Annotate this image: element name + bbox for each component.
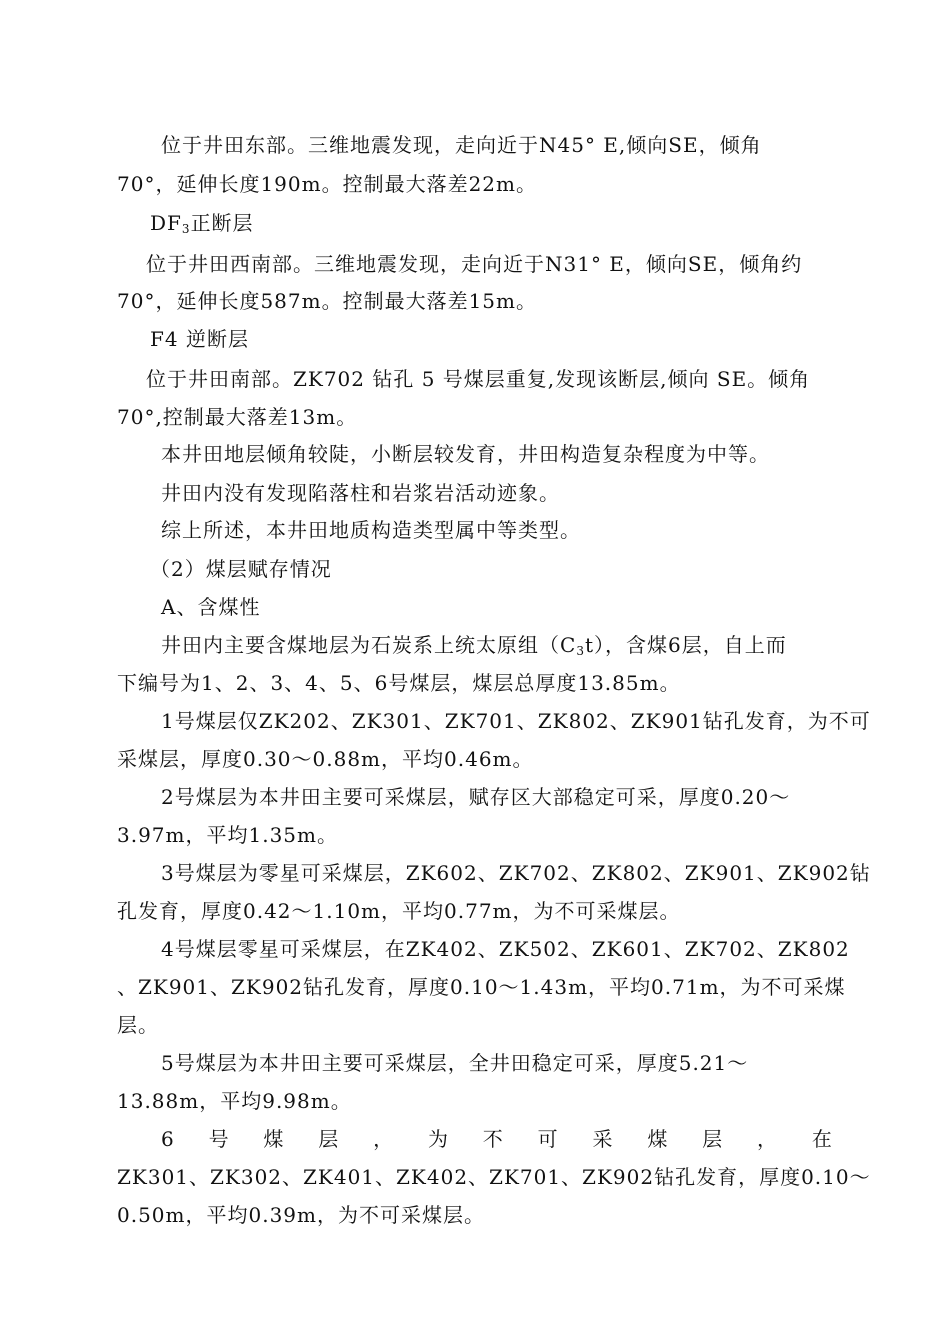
paragraph-line-justified: 6 号 煤 层 ， 为 不 可 采 煤 层 ， 在 [161, 1127, 833, 1151]
paragraph-line: 位于井田西南部。三维地震发现，走向近于N31° E，倾向SE，倾角约 [146, 252, 803, 276]
paragraph-line: 本井田地层倾角较陡，小断层较发育，井田构造复杂程度为中等。 [161, 442, 770, 466]
paragraph-line: 位于井田南部。ZK702 钻孔 5 号煤层重复,发现该断层,倾向 SE。倾角 [146, 367, 811, 391]
paragraph-line: 0.50m，平均0.39m，为不可采煤层。 [117, 1203, 485, 1227]
paragraph-line: 下编号为1、2、3、4、5、6号煤层，煤层总厚度13.85m。 [117, 671, 681, 695]
paragraph-line: 井田内没有发现陷落柱和岩浆岩活动迹象。 [161, 481, 560, 505]
paragraph-line: 3.97m，平均1.35m。 [117, 823, 338, 847]
paragraph-line: 3号煤层为零星可采煤层，ZK602、ZK702、ZK802、ZK901、ZK902钻 [161, 861, 871, 885]
paragraph-line: 70°，延伸长度587m。控制最大落差15m。 [117, 289, 538, 313]
paragraph-line: 70°，延伸长度190m。控制最大落差22m。 [117, 172, 538, 196]
section-heading: （2）煤层赋存情况 [150, 557, 332, 581]
paragraph-line: 井田内主要含煤地层为石炭系上统太原组$(C_3t)$，含煤6层，自上而 [161, 633, 787, 658]
paragraph-line: 13.88m，平均9.98m。 [117, 1089, 352, 1113]
paragraph-line: ZK301、ZK302、ZK401、ZK402、ZK701、ZK902钻孔发育，厚度0.10～ [117, 1165, 871, 1189]
paragraph-line: 综上所述，本井田地质构造类型属中等类型。 [161, 518, 581, 542]
paragraph-line: 、ZK901、ZK902钻孔发育，厚度0.10～1.43m，平均0.71m，为不可采煤 [117, 975, 846, 999]
paragraph-line: 5号煤层为本井田主要可采煤层，全井田稳定可采，厚度5.21～ [161, 1051, 749, 1075]
paragraph-line: 1号煤层仅ZK202、ZK301、ZK701、ZK802、ZK901钻孔发育，为不可 [161, 709, 871, 733]
paragraph-line: 位于井田东部。三维地震发现，走向近于N45° E,倾向SE，倾角 [161, 133, 762, 157]
paragraph-line: 2号煤层为本井田主要可采煤层，赋存区大部稳定可采，厚度0.20～ [161, 785, 791, 809]
paragraph-line: 采煤层，厚度0.30～0.88m，平均0.46m。 [117, 747, 534, 771]
subsection-heading: A、含煤性 [161, 595, 261, 619]
section-heading: $DF_3$正断层 [150, 211, 254, 236]
section-heading: F4 逆断层 [150, 327, 249, 351]
paragraph-line: 孔发育，厚度0.42～1.10m，平均0.77m，为不可采煤层。 [117, 899, 681, 923]
paragraph-line: 70°,控制最大落差13m。 [117, 405, 358, 429]
paragraph-line: 4号煤层零星可采煤层，在ZK402、ZK502、ZK601、ZK702、ZK802 [161, 937, 850, 961]
paragraph-line: 层。 [117, 1013, 159, 1037]
